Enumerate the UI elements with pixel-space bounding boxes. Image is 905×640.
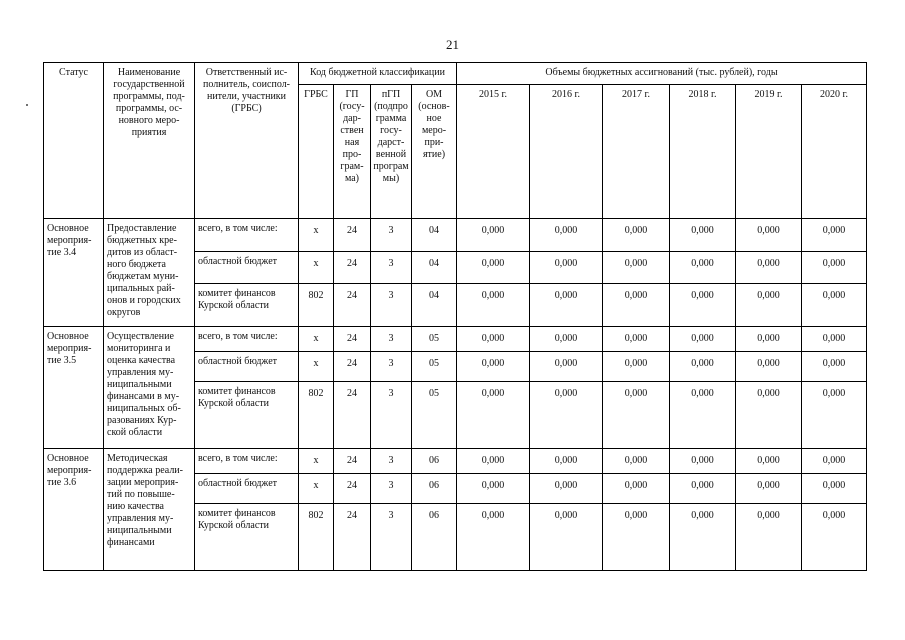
- text-line: дарст-: [377, 137, 405, 148]
- text-line: ма): [344, 173, 360, 184]
- pgp-cell: 3: [371, 449, 412, 474]
- status-cell: [44, 449, 104, 571]
- text-line: областной бюджет: [198, 478, 278, 489]
- text-line: тие 3.4: [47, 247, 77, 258]
- event-name-cell: [104, 327, 195, 449]
- text-line: меро-: [421, 125, 447, 136]
- amount-cell: 0,000: [530, 219, 603, 252]
- status-cell: [44, 219, 104, 327]
- text-line: про-: [342, 149, 362, 160]
- text-line: мероприя-: [47, 465, 92, 476]
- amount-cell: 0,000: [603, 284, 670, 327]
- pgp-cell: 3: [371, 327, 412, 352]
- text-line: тие 3.5: [47, 355, 77, 366]
- amount-cell: 0,000: [530, 327, 603, 352]
- header-year: 2015 г.: [457, 85, 530, 219]
- amount-cell: 0,000: [670, 252, 736, 284]
- text-line: мероприя-: [47, 343, 92, 354]
- amount-cell: 0,000: [603, 382, 670, 449]
- text-line: программы, ос-: [115, 103, 183, 114]
- text-line: комитет финансов: [198, 386, 276, 397]
- event-name-cell: [104, 449, 195, 571]
- status-cell: [44, 327, 104, 449]
- pgp-cell: 3: [371, 352, 412, 382]
- text-line: Курской области: [198, 520, 269, 531]
- text-line: финансами: [107, 537, 155, 548]
- amount-cell: 0,000: [457, 352, 530, 382]
- amount-cell: 0,000: [530, 252, 603, 284]
- text-line: областной бюджет: [198, 356, 278, 367]
- amount-cell: 0,000: [670, 504, 736, 571]
- header-code-group: Код бюджетной классификации: [299, 63, 457, 85]
- text-line: Предоставление: [107, 223, 177, 234]
- header-om: [412, 85, 457, 219]
- header-budget-group: Объемы бюджетных ассигнований (тыс. рублей), годы: [457, 63, 867, 85]
- gp-cell: 24: [334, 284, 371, 327]
- amount-cell: 0,000: [530, 474, 603, 504]
- amount-cell: 0,000: [603, 352, 670, 382]
- grbs-cell: 802: [299, 284, 334, 327]
- amount-cell: 0,000: [736, 382, 802, 449]
- text-line: госу-: [380, 125, 402, 136]
- gp-cell: 24: [334, 449, 371, 474]
- amount-cell: 0,000: [802, 382, 867, 449]
- text-line: всего, в том числе:: [198, 331, 278, 342]
- text-line: полнитель, соиспол-: [202, 79, 291, 90]
- text-line: приятия: [131, 127, 167, 138]
- text-line: дар-: [343, 113, 361, 124]
- om-cell: 05: [412, 352, 457, 382]
- text-line: мониторинга и: [107, 343, 171, 354]
- pgp-cell: 3: [371, 252, 412, 284]
- gp-cell: 24: [334, 252, 371, 284]
- text-line: ствен: [340, 125, 364, 136]
- amount-cell: 0,000: [530, 449, 603, 474]
- responsible-cell: [195, 284, 299, 327]
- om-cell: 04: [412, 252, 457, 284]
- header-grbs: ГРБС: [299, 85, 334, 219]
- responsible-cell: [195, 449, 299, 474]
- text-line: управления му-: [107, 513, 174, 524]
- text-line: областной бюджет: [198, 256, 278, 267]
- text-line: поддержка реали-: [107, 465, 183, 476]
- grbs-cell: х: [299, 352, 334, 382]
- grbs-cell: х: [299, 327, 334, 352]
- text-line: ное: [426, 113, 442, 124]
- amount-cell: 0,000: [603, 449, 670, 474]
- amount-cell: 0,000: [603, 327, 670, 352]
- gp-cell: 24: [334, 219, 371, 252]
- amount-cell: 0,000: [736, 449, 802, 474]
- header-year: 2019 г.: [736, 85, 802, 219]
- amount-cell: 0,000: [736, 474, 802, 504]
- amount-cell: 0,000: [670, 382, 736, 449]
- text-line: (подпро: [374, 101, 408, 112]
- grbs-cell: 802: [299, 382, 334, 449]
- text-line: дитов из област-: [107, 247, 178, 258]
- amount-cell: 0,000: [457, 474, 530, 504]
- text-line: Курской области: [198, 300, 269, 311]
- text-line: (основ-: [418, 101, 450, 112]
- text-line: ниципальными: [107, 379, 172, 390]
- table-body: [44, 219, 867, 571]
- responsible-cell: [195, 219, 299, 252]
- text-line: бюджетам муни-: [107, 271, 179, 282]
- responsible-cell: [195, 352, 299, 382]
- gp-cell: 24: [334, 382, 371, 449]
- text-line: новного меро-: [118, 115, 180, 126]
- amount-cell: 0,000: [736, 219, 802, 252]
- amount-cell: 0,000: [802, 449, 867, 474]
- amount-cell: 0,000: [457, 504, 530, 571]
- amount-cell: 0,000: [530, 382, 603, 449]
- text-line: Основное: [47, 223, 89, 234]
- table-row: [44, 327, 867, 352]
- amount-cell: 0,000: [457, 449, 530, 474]
- amount-cell: 0,000: [457, 382, 530, 449]
- responsible-cell: [195, 327, 299, 352]
- amount-cell: 0,000: [670, 449, 736, 474]
- text-line: (ГРБС): [231, 103, 262, 114]
- amount-cell: 0,000: [736, 327, 802, 352]
- text-line: пГП: [381, 89, 401, 100]
- text-line: Осуществление: [107, 331, 174, 342]
- text-line: оценка качества: [107, 355, 176, 366]
- header-year: 2017 г.: [603, 85, 670, 219]
- text-line: разованиях Кур-: [107, 415, 177, 426]
- amount-cell: 0,000: [736, 284, 802, 327]
- gp-cell: 24: [334, 327, 371, 352]
- page-number: 21: [446, 37, 459, 52]
- header-responsible: [195, 63, 299, 219]
- event-name-cell: [104, 219, 195, 327]
- amount-cell: 0,000: [802, 352, 867, 382]
- amount-cell: 0,000: [802, 327, 867, 352]
- text-line: ниципальными: [107, 525, 172, 536]
- text-line: Основное: [47, 453, 89, 464]
- text-line: зации мероприя-: [107, 477, 179, 488]
- text-line: Основное: [47, 331, 89, 342]
- header-year: 2016 г.: [530, 85, 603, 219]
- grbs-cell: х: [299, 252, 334, 284]
- gp-cell: 24: [334, 474, 371, 504]
- om-cell: 05: [412, 327, 457, 352]
- header-name: [104, 63, 195, 219]
- text-line: управления му-: [107, 367, 174, 378]
- header-gp: [334, 85, 371, 219]
- text-line: ской области: [107, 427, 163, 438]
- amount-cell: 0,000: [802, 284, 867, 327]
- amount-cell: 0,000: [670, 474, 736, 504]
- om-cell: 06: [412, 504, 457, 571]
- text-line: ниципальных об-: [107, 403, 181, 414]
- text-line: бюджетных кре-: [107, 235, 177, 246]
- table-row: [44, 219, 867, 252]
- header-year: 2020 г.: [802, 85, 867, 219]
- text-line: (госу-: [339, 101, 365, 112]
- text-line: грам-: [340, 161, 364, 172]
- text-line: Ответственный ис-: [205, 67, 288, 78]
- text-line: всего, в том числе:: [198, 223, 278, 234]
- text-line: венной: [375, 149, 407, 160]
- amount-cell: 0,000: [603, 504, 670, 571]
- text-line: всего, в том числе:: [198, 453, 278, 464]
- text-line: комитет финансов: [198, 288, 276, 299]
- om-cell: 05: [412, 382, 457, 449]
- responsible-cell: [195, 252, 299, 284]
- header-pgp: [371, 85, 412, 219]
- amount-cell: 0,000: [603, 219, 670, 252]
- amount-cell: 0,000: [603, 252, 670, 284]
- pgp-cell: 3: [371, 219, 412, 252]
- amount-cell: 0,000: [457, 327, 530, 352]
- text-line: ГП: [345, 89, 359, 100]
- table-row: [44, 449, 867, 474]
- text-line: комитет финансов: [198, 508, 276, 519]
- amount-cell: 0,000: [530, 504, 603, 571]
- amount-cell: 0,000: [736, 252, 802, 284]
- om-cell: 04: [412, 219, 457, 252]
- text-line: Курской области: [198, 398, 269, 409]
- om-cell: 06: [412, 474, 457, 504]
- gp-cell: 24: [334, 352, 371, 382]
- amount-cell: 0,000: [802, 252, 867, 284]
- om-cell: 06: [412, 449, 457, 474]
- text-line: программы, под-: [113, 91, 185, 102]
- responsible-cell: [195, 474, 299, 504]
- amount-cell: 0,000: [736, 352, 802, 382]
- header-year: 2018 г.: [670, 85, 736, 219]
- text-line: ципальных рай-: [107, 283, 175, 294]
- responsible-cell: [195, 504, 299, 571]
- responsible-cell: [195, 382, 299, 449]
- pgp-cell: 3: [371, 382, 412, 449]
- text-line: при-: [424, 137, 444, 148]
- amount-cell: 0,000: [670, 352, 736, 382]
- text-line: ного бюджета: [107, 259, 166, 270]
- text-line: програм: [373, 161, 409, 172]
- text-line: грамма: [375, 113, 407, 124]
- pgp-cell: 3: [371, 504, 412, 571]
- amount-cell: 0,000: [457, 284, 530, 327]
- grbs-cell: х: [299, 219, 334, 252]
- text-line: ОМ: [425, 89, 443, 100]
- text-line: нители, участники: [206, 91, 287, 102]
- grbs-cell: х: [299, 474, 334, 504]
- om-cell: 04: [412, 284, 457, 327]
- pgp-cell: 3: [371, 284, 412, 327]
- text-line: мы): [382, 173, 400, 184]
- amount-cell: 0,000: [802, 219, 867, 252]
- text-line: государственной: [113, 79, 185, 90]
- text-line: финансами в му-: [107, 391, 180, 402]
- grbs-cell: 802: [299, 504, 334, 571]
- header-status: Статус: [44, 63, 104, 219]
- pgp-cell: 3: [371, 474, 412, 504]
- text-line: тие 3.6: [47, 477, 77, 488]
- amount-cell: 0,000: [802, 504, 867, 571]
- text-line: онов и городских: [107, 295, 181, 306]
- amount-cell: 0,000: [670, 219, 736, 252]
- amount-cell: 0,000: [670, 327, 736, 352]
- amount-cell: 0,000: [530, 284, 603, 327]
- amount-cell: 0,000: [670, 284, 736, 327]
- budget-table: [43, 62, 867, 571]
- text-line: Наименование: [117, 67, 181, 78]
- text-line: мероприя-: [47, 235, 92, 246]
- text-line: Методическая: [107, 453, 168, 464]
- amount-cell: 0,000: [457, 219, 530, 252]
- amount-cell: 0,000: [457, 252, 530, 284]
- scan-speck: [26, 104, 28, 106]
- text-line: тий по повыше-: [107, 489, 175, 500]
- text-line: округов: [107, 307, 141, 318]
- amount-cell: 0,000: [603, 474, 670, 504]
- amount-cell: 0,000: [736, 504, 802, 571]
- amount-cell: 0,000: [802, 474, 867, 504]
- amount-cell: 0,000: [530, 352, 603, 382]
- gp-cell: 24: [334, 504, 371, 571]
- text-line: нию качества: [107, 501, 164, 512]
- text-line: ная: [344, 137, 360, 148]
- grbs-cell: х: [299, 449, 334, 474]
- text-line: ятие): [422, 149, 446, 160]
